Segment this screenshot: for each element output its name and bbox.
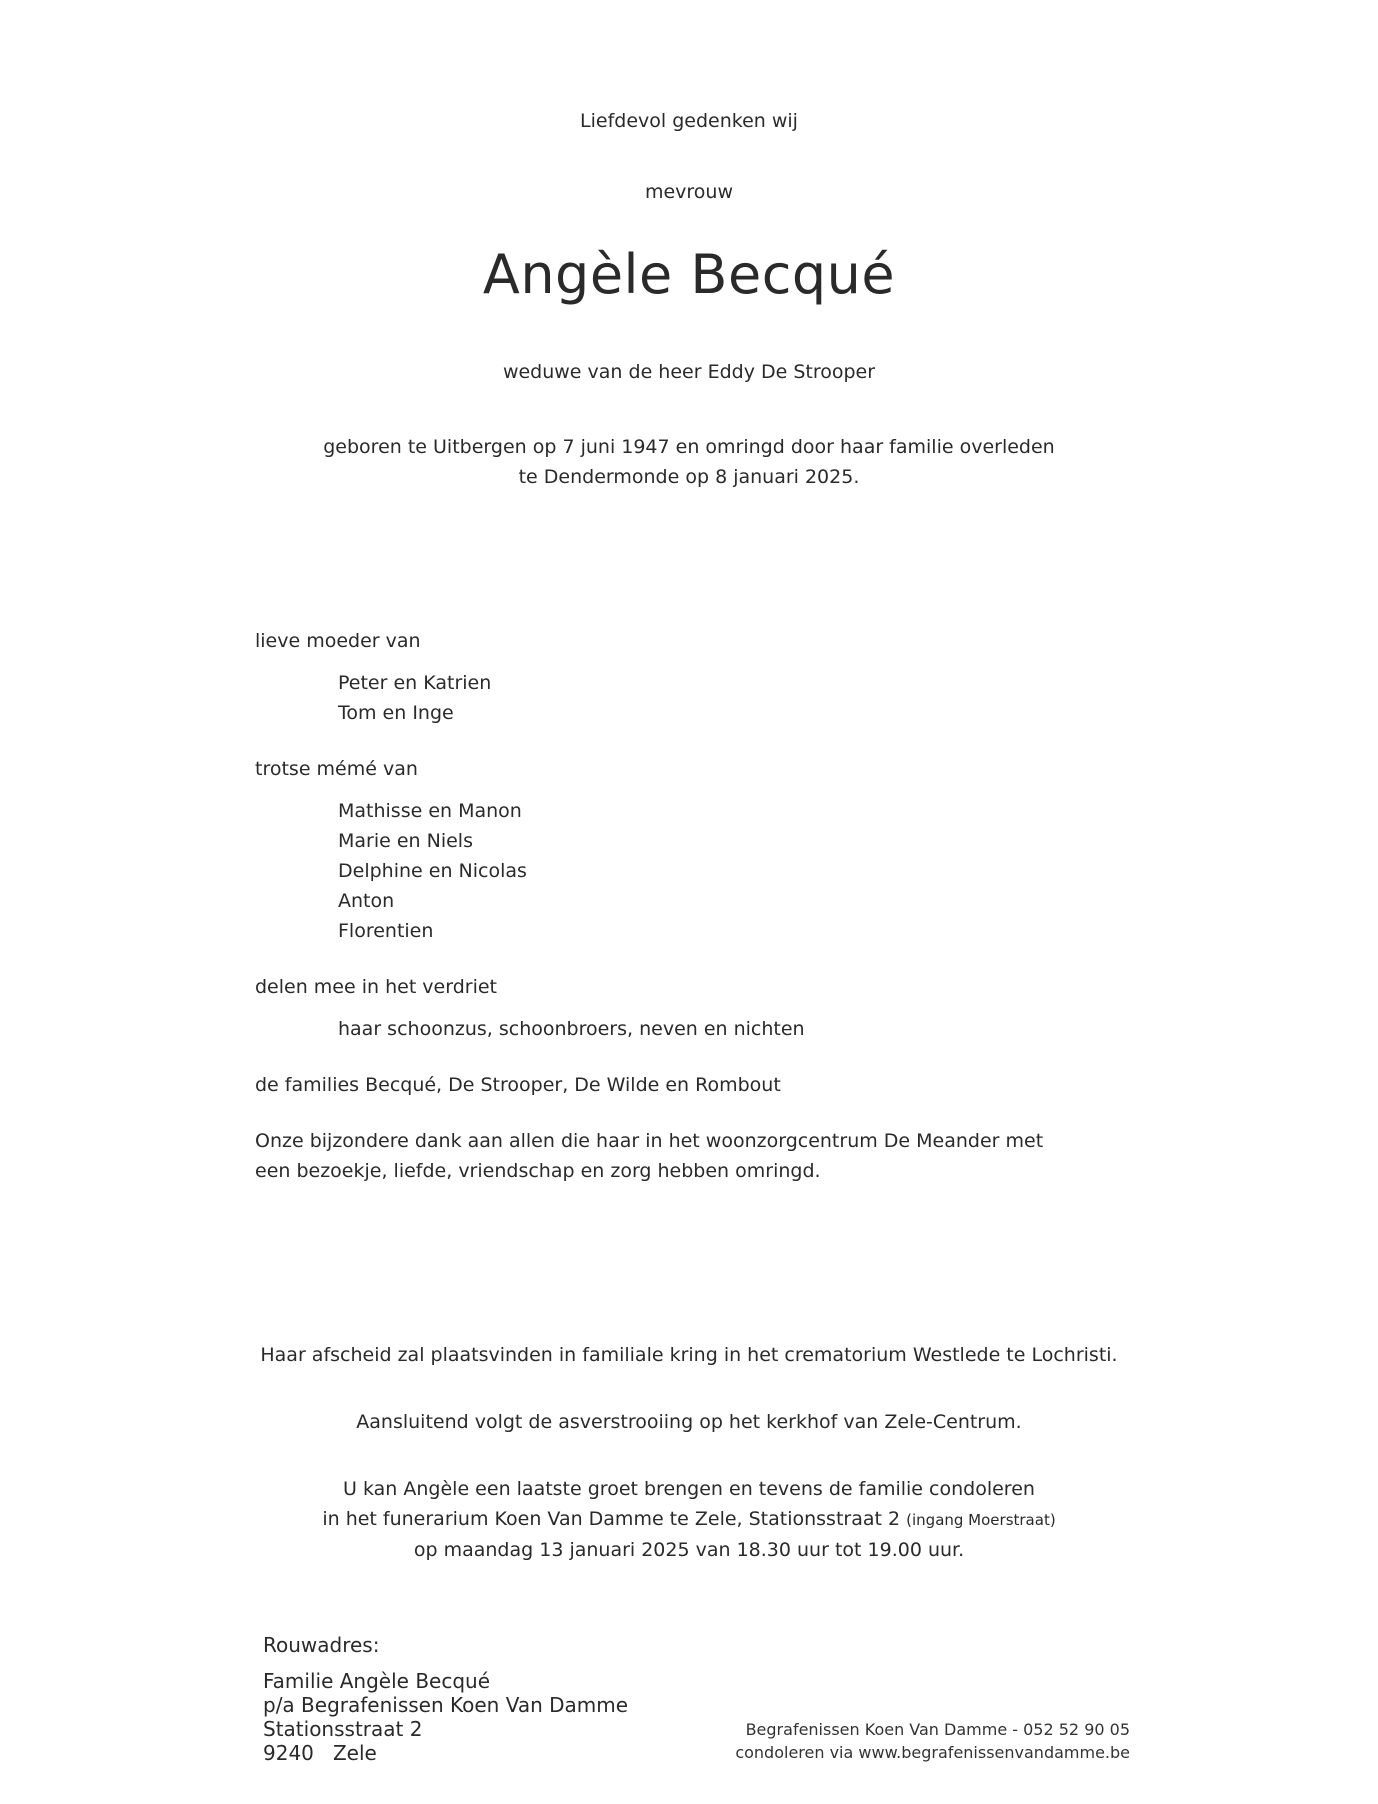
farewell-text: Haar afscheid zal plaatsvinden in familiale kring in het crematorium Westlede te Lochristi. — [260, 1344, 1118, 1366]
visit-line-1: U kan Angèle een laatste groet brengen en tevens de familie condoleren — [343, 1478, 1035, 1500]
address-line: 9240 Zele — [263, 1741, 377, 1765]
widow-text: weduwe van de heer Eddy De Strooper — [502, 361, 876, 383]
list-item: Peter en Katrien — [338, 672, 492, 694]
entrance-note: (ingang Moerstraat) — [906, 1511, 1056, 1529]
birth-death-text — [0, 432, 1378, 492]
mourning-address — [263, 1633, 628, 1765]
funeral-home-contact: Begrafenissen Koen Van Damme - 052 52 90 05 — [745, 1720, 1130, 1739]
condolence-website: condoleren via www.begrafenissenvandamme.be — [735, 1743, 1130, 1762]
grandmother-label: trotse mémé van — [255, 758, 418, 780]
children-list — [338, 668, 1155, 728]
list-item: Anton — [338, 890, 395, 912]
deceased-name: Angèle Becqué — [482, 243, 896, 306]
visit-line-2 — [0, 1504, 1378, 1535]
service-section — [0, 1340, 1378, 1602]
scattering-text: Aansluitend volgt de asverstrooiing op het kerkhof van Zele-Centrum. — [356, 1411, 1022, 1433]
list-item: Mathisse en Manon — [338, 800, 522, 822]
visit-text — [0, 1474, 1378, 1565]
intro-text: Liefdevol gedenken wij — [580, 110, 798, 132]
list-item: Florentien — [338, 920, 434, 942]
birth-death-line-1: geboren te Uitbergen op 7 juni 1947 en omringd door haar familie overleden — [323, 436, 1055, 458]
families-line: de families Becqué, De Strooper, De Wilde en Rombout — [255, 1074, 781, 1096]
thanks-line-2: een bezoekje, liefde, vriendschap en zorg hebben omringd. — [255, 1160, 821, 1182]
thanks-text — [255, 1126, 1155, 1186]
mother-label: lieve moeder van — [255, 630, 421, 652]
family-section — [255, 626, 1155, 1186]
list-item: Marie en Niels — [338, 830, 473, 852]
visit-line-2-main: in het funerarium Koen Van Damme te Zele, Stationsstraat 2 — [322, 1508, 901, 1530]
list-item: haar schoonzus, schoonbroers, neven en nichten — [338, 1018, 805, 1040]
grandchildren-list — [338, 796, 1155, 946]
list-item: Delphine en Nicolas — [338, 860, 527, 882]
share-label: delen mee in het verdriet — [255, 976, 498, 998]
thanks-line-1: Onze bijzondere dank aan allen die haar in het woonzorgcentrum De Meander met — [255, 1130, 1044, 1152]
list-item: Tom en Inge — [338, 702, 454, 724]
address-line: Familie Angèle Becqué — [263, 1669, 491, 1693]
address-label: Rouwadres: — [263, 1633, 380, 1657]
relatives-list — [338, 1014, 1155, 1044]
birth-death-line-2: te Dendermonde op 8 januari 2025. — [518, 466, 860, 488]
address-line: Stationsstraat 2 — [263, 1717, 423, 1741]
address-line: p/a Begrafenissen Koen Van Damme — [263, 1693, 629, 1717]
title-word: mevrouw — [644, 181, 734, 203]
visit-line-3: op maandag 13 januari 2025 van 18.30 uur tot 19.00 uur. — [413, 1539, 965, 1561]
funeral-home-footer — [735, 1718, 1130, 1764]
